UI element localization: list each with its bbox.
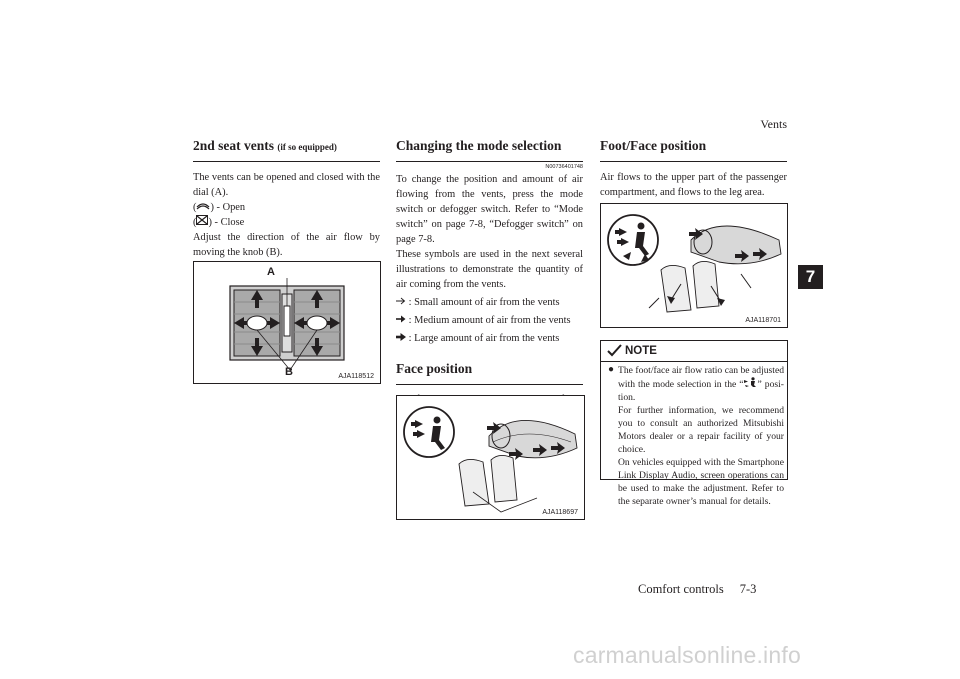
rear-vent-illustration xyxy=(194,262,380,383)
running-header: Vents xyxy=(760,117,787,131)
legend-medium: : Medium amount of air from the vents xyxy=(396,313,583,328)
foot-face-figure xyxy=(600,203,788,328)
section-title: Foot/Face position xyxy=(600,138,707,153)
section-rule xyxy=(600,161,787,162)
section-title: 2nd seat vents (if so equipped) xyxy=(193,138,337,153)
bullet-icon: ● xyxy=(608,364,615,375)
vents-direction-paragraph: Adjust the direction of the air flow by moving the knob (B). xyxy=(193,232,380,258)
footer-page-number: 7-3 xyxy=(739,582,757,596)
note-bullet: ● The foot/face air flow ratio can be adjusted with the mode selection in the “ ” posi-tion. xyxy=(608,364,784,403)
section-rule xyxy=(396,161,583,162)
section-title-suffix: (if so equipped) xyxy=(277,142,337,152)
note-paragraph-smartphone-link: On vehicles equipped with the Smartphone Link Display Audio, screen operations can be used to make the adjustment. Refer to the separate owner’s manual for details. xyxy=(618,457,784,507)
mode-change-paragraph: To change the position and amount of air flowing from the vents, press the mode switch or defogger switch. Refer to “Mode switch” on page 7-8, “Defogger switch” on page 7-8. xyxy=(396,174,583,245)
close-legend: ( ) - Close xyxy=(193,217,245,228)
subsection-title: Face position xyxy=(396,361,473,376)
chapter-tab: 7 xyxy=(798,265,823,289)
note-header: NOTE xyxy=(607,344,657,357)
page-footer xyxy=(638,582,756,597)
open-legend: ( ) - Open xyxy=(193,202,246,213)
note-paragraph-further-info: For further information, we recommend you to consult an authorized Mitsubishi Motors dealer or a repair facility of your choice. xyxy=(618,405,784,455)
foot-face-airflow-illustration xyxy=(601,204,787,327)
callout-b: B xyxy=(285,366,293,378)
figure-id: AJA118512 xyxy=(338,373,374,380)
section-rule xyxy=(193,161,380,162)
face-airflow-illustration xyxy=(397,396,584,519)
doc-code: N00736401748 xyxy=(545,164,583,170)
foot-face-mode-inline-icon xyxy=(744,377,758,387)
footer-chapter: Comfort controls xyxy=(638,582,724,596)
note-body xyxy=(607,364,784,508)
section-title: Changing the mode selection xyxy=(396,138,562,153)
callout-a: A xyxy=(267,266,275,278)
face-position-figure xyxy=(396,395,585,520)
col-foot-face-position xyxy=(600,138,787,200)
legend-small: : Small amount of air from the vents xyxy=(396,295,583,310)
figure-id: AJA118697 xyxy=(542,509,578,516)
foot-face-paragraph: Air flows to the upper part of the passenger compartment, and flows to the leg area. xyxy=(600,172,787,198)
large-airflow-arrow-icon xyxy=(396,333,406,341)
vent-figure xyxy=(193,261,381,384)
figure-id: AJA118701 xyxy=(745,317,781,324)
pencil-check-icon xyxy=(607,344,622,357)
small-airflow-arrow-icon xyxy=(396,297,406,305)
note-rule xyxy=(601,361,787,362)
symbols-paragraph: These symbols are used in the next several illustrations to demonstrate the quantity of air coming from the vents. xyxy=(396,249,583,290)
dial-close-icon xyxy=(196,215,208,225)
note-box xyxy=(600,340,788,507)
col-2nd-seat-vents xyxy=(193,138,380,260)
watermark[interactable]: carmanualsonline.info xyxy=(573,642,801,668)
subsection-rule xyxy=(396,384,583,385)
dial-open-icon xyxy=(196,201,210,210)
legend-large: : Large amount of air from the vents xyxy=(396,331,583,346)
vents-intro-paragraph: The vents can be opened and closed with the dial (A). xyxy=(193,172,380,198)
col-changing-mode xyxy=(396,138,583,422)
medium-airflow-arrow-icon xyxy=(396,315,406,323)
